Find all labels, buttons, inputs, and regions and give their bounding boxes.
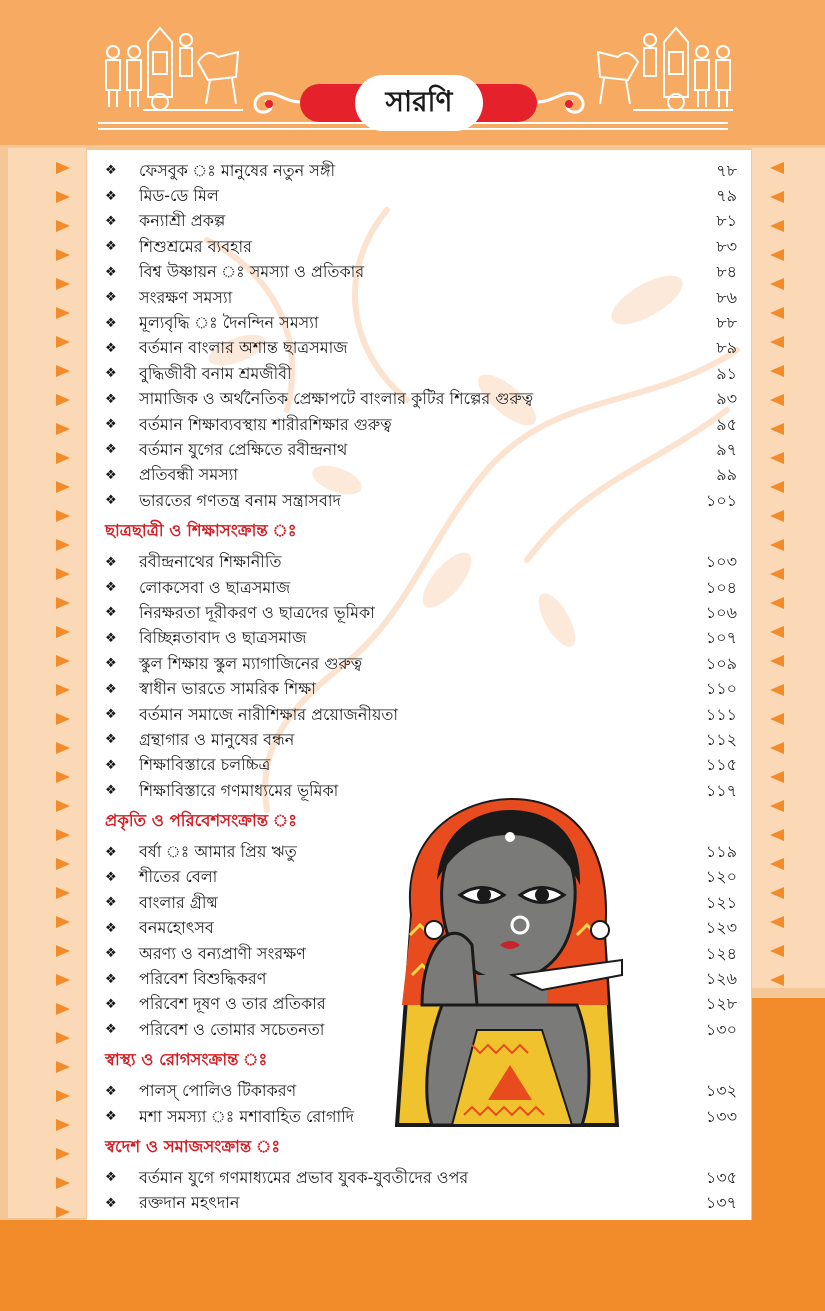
swirl-ornament-icon [245,80,305,125]
toc-entry[interactable] [87,387,751,412]
toc-entry-title: পরিবেশ দূষণ ও তার প্রতিকার [139,994,326,1014]
toc-entry-title: পরিবেশ ও তোমার সচেতনতা [139,1019,325,1039]
diamond-bullet-icon: ❖ [105,656,117,672]
toc-entry-page-number: ১০৭ [705,628,737,648]
arrow-ornament-icon [56,1032,70,1044]
toc-entry[interactable] [87,463,751,488]
arrow-ornament-icon [56,771,70,783]
toc-entry-title: অরণ্য ও বন্যপ্রাণী সংরক্ষণ [139,943,306,963]
toc-entry-title: বনমহোৎসব [139,918,214,938]
diamond-bullet-icon: ❖ [105,213,117,229]
toc-entry-title: বিচ্ছিন্নতাবাদ ও ছাত্রসমাজ [139,628,307,648]
arrow-ornament-icon [770,945,784,957]
arrow-ornament-icon [56,1177,70,1189]
toc-entry[interactable] [87,158,751,183]
page-title: সারণি [355,75,483,131]
arrow-ornament-icon [770,858,784,870]
toc-entry-title: বিশ্ব উষ্ণায়ন ঃ সমস্যা ও প্রতিকার [139,262,365,282]
arrow-ornament-icon [56,800,70,812]
toc-entry-title: বর্তমান বাংলার অশান্ত ছাত্রসমাজ [139,338,348,358]
bottom-orange-band [0,1220,825,1311]
diamond-bullet-icon: ❖ [105,554,117,570]
folk-art-chariot-icon [98,22,248,117]
toc-entry-page-number: ৮৩ [716,236,737,256]
toc-entry-title: শিক্ষাবিস্তারে চলচ্চিত্র [139,755,271,775]
toc-entry-page-number: ১০৯ [705,653,737,673]
toc-entry-page-number: ১৩৭ [705,1193,737,1213]
toc-entry[interactable] [87,209,751,234]
arrow-ornament-icon [56,423,70,435]
toc-entry[interactable] [87,183,751,208]
arrow-ornament-icon [56,626,70,638]
diamond-bullet-icon: ❖ [105,391,117,407]
toc-entry-title: বর্তমান সমাজে নারীশিক্ষার প্রয়োজনীয়তা [139,704,399,724]
left-decorative-strip [8,148,86,1218]
arrow-ornament-icon [56,858,70,870]
toc-entry-page-number: ১১৭ [705,780,737,800]
toc-entry[interactable] [87,549,751,574]
diamond-bullet-icon: ❖ [105,996,117,1012]
diamond-bullet-icon: ❖ [105,1170,117,1186]
toc-entry-page-number: ১১৯ [705,842,737,862]
arrow-ornament-icon [56,452,70,464]
toc-entry-page-number: ১১২ [705,729,737,749]
toc-entry[interactable] [87,234,751,259]
toc-entry-page-number: ১০১ [705,490,737,510]
arrow-ornament-icon [770,597,784,609]
header-band [0,0,825,145]
toc-entry-page-number: ১২০ [705,867,737,887]
toc-entry[interactable] [87,753,751,778]
diamond-bullet-icon: ❖ [105,315,117,331]
toc-entry-page-number: ১২১ [705,892,737,912]
arrow-ornament-icon [770,684,784,696]
toc-entry-page-number: ১৩২ [705,1081,737,1101]
toc-entry-title: নিরক্ষরতা দূরীকরণ ও ছাত্রদের ভূমিকা [139,602,375,622]
toc-entry[interactable] [87,702,751,727]
toc-entry[interactable] [87,310,751,335]
arrow-ornament-icon [56,394,70,406]
diamond-bullet-icon: ❖ [105,580,117,596]
arrow-ornament-icon [56,1003,70,1015]
diamond-bullet-icon: ❖ [105,844,117,860]
arrow-ornament-icon [56,945,70,957]
toc-entry[interactable] [87,1165,751,1190]
arrow-ornament-icon [770,771,784,783]
toc-entry-title: শিক্ষাবিস্তারে গণমাধ্যমের ভূমিকা [139,780,339,800]
toc-entry-title: রবীন্দ্রনাথের শিক্ষানীতি [139,552,282,572]
toc-entry-title: পালস্ পোলিও টিকাকরণ [139,1081,297,1101]
toc-entry-page-number: ১২৬ [705,969,737,989]
toc-entry-title: বর্তমান যুগের প্রেক্ষিতে রবীন্দ্রনাথ [139,439,348,459]
diamond-bullet-icon: ❖ [105,757,117,773]
toc-entry-page-number: ৮১ [716,211,737,231]
toc-entry-title: লোকসেবা ও ছাত্রসমাজ [139,577,291,597]
toc-entry-title: মশা সমস্যা ঃ মশাবাহিত রোগাদি [139,1106,355,1126]
arrow-ornament-icon [770,539,784,551]
toc-entry[interactable] [87,361,751,386]
diamond-bullet-icon: ❖ [105,264,117,280]
diamond-bullet-icon: ❖ [105,290,117,306]
toc-entry-page-number: ১১০ [705,679,737,699]
arrow-ornament-icon [56,162,70,174]
toc-entry-title: বুদ্ধিজীবী বনাম শ্রমজীবী [139,363,292,383]
toc-entry-title: শীতের বেলা [139,867,218,887]
arrow-ornament-icon [56,365,70,377]
arrow-ornament-icon [56,539,70,551]
section-heading: স্বদেশ ও সমাজসংক্রান্ত ঃ [105,1136,281,1156]
toc-entry-page-number: ৯১ [716,363,737,383]
toc-entry[interactable] [87,600,751,625]
arrow-ornament-icon [56,655,70,667]
toc-entry-page-number: ১৩০ [705,1019,737,1039]
toc-entry-page-number: ৭৮ [716,160,737,180]
diamond-bullet-icon: ❖ [105,467,117,483]
diamond-bullet-icon: ❖ [105,442,117,458]
toc-entry-title: কন্যাশ্রী প্রকল্প [139,211,226,231]
diamond-bullet-icon: ❖ [105,920,117,936]
toc-entry-title: স্বাধীন ভারতে সামরিক শিক্ষা [139,679,316,699]
diamond-bullet-icon: ❖ [105,417,117,433]
toc-entry-page-number: ১২৪ [705,943,737,963]
toc-entry[interactable] [87,412,751,437]
toc-entry[interactable] [87,676,751,701]
toc-entry[interactable] [87,626,751,651]
toc-entry-page-number: ৯৫ [716,414,737,434]
toc-entry-page-number: ১২৮ [705,994,737,1014]
diamond-bullet-icon: ❖ [105,630,117,646]
diamond-bullet-icon: ❖ [105,366,117,382]
toc-entry[interactable] [87,260,751,285]
right-decorative-strip [752,148,825,988]
diamond-bullet-icon: ❖ [105,188,117,204]
arrow-ornament-icon [770,655,784,667]
arrow-ornament-icon [770,481,784,493]
toc-entry-page-number: ৭৯ [716,186,737,206]
arrow-ornament-icon [770,162,784,174]
arrow-ornament-icon [770,916,784,928]
arrow-ornament-icon [770,423,784,435]
arrow-ornament-icon [770,394,784,406]
toc-entry-title: ফেসবুক ঃ মানুষের নতুন সঙ্গী [139,160,336,180]
folk-art-chariot-icon [588,22,738,117]
toc-entry-page-number: ১৩৩ [705,1106,737,1126]
arrow-ornament-icon [770,365,784,377]
arrow-ornament-icon [56,336,70,348]
arrow-ornament-icon [56,742,70,754]
toc-entry[interactable] [87,488,751,513]
arrow-ornament-icon [56,278,70,290]
toc-entry-title: বর্ষা ঃ আমার প্রিয় ঋতু [139,842,297,862]
arrow-ornament-icon [770,887,784,899]
diamond-bullet-icon: ❖ [105,895,117,911]
toc-entry-title: সামাজিক ও অর্থনৈতিক প্রেক্ষাপটে বাংলার কুটির শিল্পের গুরুত্ব [139,389,534,409]
toc-entry-page-number: ১৩৫ [705,1167,737,1187]
arrow-ornament-icon [770,249,784,261]
arrow-ornament-icon [56,1090,70,1102]
arrow-ornament-icon [770,568,784,580]
arrow-ornament-icon [56,1119,70,1131]
folk-art-woman-illustration [382,795,632,1140]
arrow-ornament-icon [770,829,784,841]
toc-entry-page-number: ১১৫ [705,755,737,775]
toc-entry[interactable] [87,285,751,310]
diamond-bullet-icon: ❖ [105,869,117,885]
toc-entry-title: বর্তমান শিক্ষাব্যবস্থায় শারীরশিক্ষার গুরুত্ব [139,414,392,434]
toc-entry[interactable] [87,437,751,462]
arrow-ornament-icon [56,713,70,725]
arrow-ornament-icon [770,742,784,754]
toc-entry-title: স্কুল শিক্ষায় স্কুল ম্যাগাজিনের গুরুত্ব [139,653,363,673]
arrow-ornament-icon [770,307,784,319]
arrow-ornament-icon [56,684,70,696]
toc-entry-title: রক্তদান মহৎদান [139,1193,240,1213]
diamond-bullet-icon: ❖ [105,340,117,356]
section-heading: স্বাস্থ্য ও রোগসংক্রান্ত ঃ [105,1050,268,1069]
toc-entry-title: বাংলার গ্রীষ্ম [139,892,218,912]
arrow-ornament-icon [56,1206,70,1218]
toc-entry[interactable] [87,1191,751,1216]
arrow-ornament-icon [770,800,784,812]
arrow-ornament-icon [56,829,70,841]
toc-entry-title: মিড-ডে মিল [139,186,219,206]
diamond-bullet-icon: ❖ [105,1109,117,1125]
arrow-ornament-icon [770,220,784,232]
toc-entry-title: শিশুশ্রমের ব্যবহার [139,236,252,256]
toc-entry-page-number: ৯৭ [716,439,737,459]
arrow-ornament-icon [56,249,70,261]
toc-entry-page-number: ৮৮ [716,313,737,333]
toc-entry[interactable] [87,575,751,600]
toc-entry-title: পরিবেশ বিশুদ্ধিকরণ [139,969,267,989]
arrow-ornament-icon [56,1061,70,1073]
arrow-ornament-icon [770,336,784,348]
section-heading: ছাত্রছাত্রী ও শিক্ষাসংক্রান্ত ঃ [105,520,297,540]
arrow-ornament-icon [770,191,784,203]
swirl-ornament-icon [533,80,593,125]
toc-entry-title: মূল্যবৃদ্ধি ঃ দৈনন্দিন সমস্যা [139,313,319,333]
toc-entry[interactable] [87,651,751,676]
arrow-ornament-icon [56,1148,70,1160]
arrow-ornament-icon [56,191,70,203]
toc-entry-page-number: ৮৬ [716,287,737,307]
toc-entry-page-number: ১২৩ [705,918,737,938]
diamond-bullet-icon: ❖ [105,971,117,987]
arrow-ornament-icon [56,481,70,493]
arrow-ornament-icon [770,510,784,522]
arrow-ornament-icon [56,307,70,319]
toc-entry[interactable] [87,336,751,361]
arrow-ornament-icon [770,974,784,986]
arrow-ornament-icon [770,626,784,638]
toc-entry-title: সংরক্ষণ সমস্যা [139,287,233,307]
diamond-bullet-icon: ❖ [105,1083,117,1099]
arrow-ornament-icon [56,220,70,232]
toc-entry-page-number: ১০৩ [705,552,737,572]
toc-entry-page-number: ১০৬ [705,602,737,622]
arrow-ornament-icon [56,916,70,928]
diamond-bullet-icon: ❖ [105,707,117,722]
diamond-bullet-icon: ❖ [105,493,117,509]
toc-entry-title: প্রতিবন্ধী সমস্যা [139,465,239,485]
toc-entry[interactable] [87,727,751,752]
diamond-bullet-icon: ❖ [105,605,117,621]
toc-entry-page-number: ৯৯ [716,465,737,485]
arrow-ornament-icon [56,887,70,899]
toc-entry-title: ভারতের গণতন্ত্র বনাম সন্ত্রাসবাদ [139,490,341,510]
toc-entry-page-number: ৮৪ [716,262,737,282]
diamond-bullet-icon: ❖ [105,239,117,255]
arrow-ornament-icon [56,974,70,986]
arrow-ornament-icon [56,597,70,609]
toc-entry-page-number: ৯৩ [716,389,737,409]
toc-entry-page-number: ১০৪ [705,577,737,597]
arrow-ornament-icon [56,568,70,580]
diamond-bullet-icon: ❖ [105,681,117,697]
diamond-bullet-icon: ❖ [105,732,117,748]
diamond-bullet-icon: ❖ [105,783,117,799]
arrow-ornament-icon [770,278,784,290]
diamond-bullet-icon: ❖ [105,1195,117,1211]
diamond-bullet-icon: ❖ [105,163,117,179]
diamond-bullet-icon: ❖ [105,1022,117,1038]
diamond-bullet-icon: ❖ [105,946,117,962]
toc-entry-title: গ্রন্থাগার ও মানুষের বন্ধন [139,729,295,749]
toc-entry-page-number: ৮৯ [716,338,737,358]
section-heading: প্রকৃতি ও পরিবেশসংক্রান্ত ঃ [105,810,297,830]
toc-entry-page-number: ১১১ [705,704,737,724]
toc-entry-title: বর্তমান যুগে গণমাধ্যমের প্রভাব যুবক-যুবতীদের ওপর [139,1167,469,1187]
arrow-ornament-icon [770,452,784,464]
arrow-ornament-icon [770,713,784,725]
arrow-ornament-icon [56,510,70,522]
